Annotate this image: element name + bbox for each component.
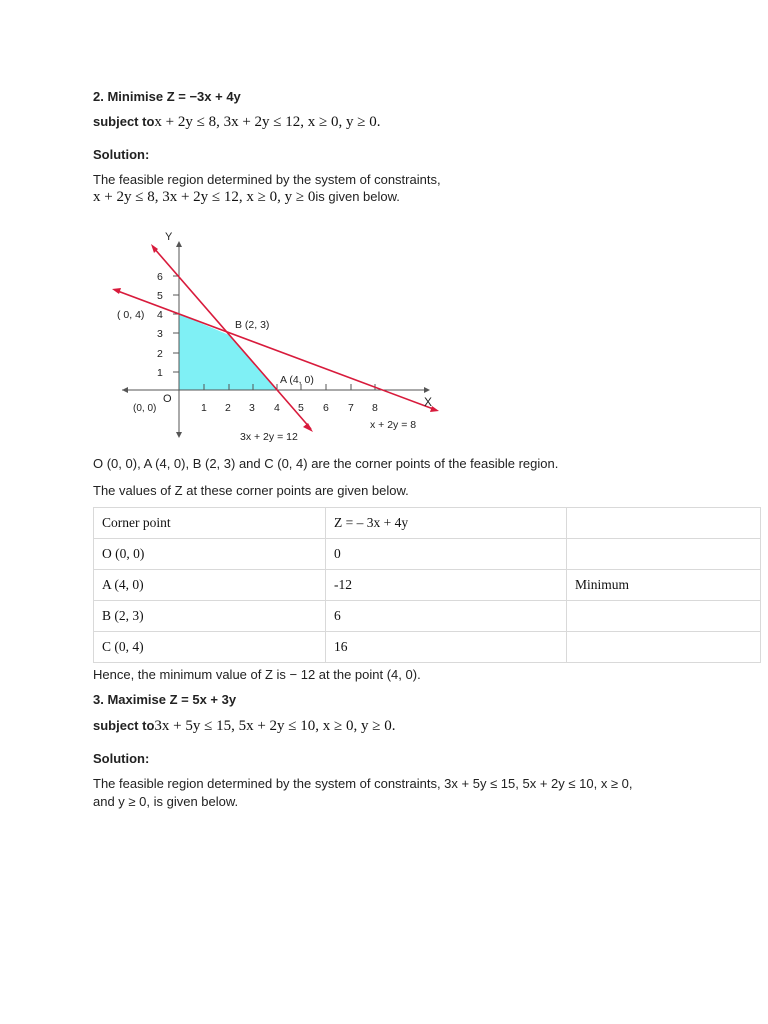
table-row bbox=[94, 601, 761, 632]
y-tick-5: 5 bbox=[157, 290, 163, 302]
table-header-row bbox=[94, 508, 761, 539]
table-cell: O (0, 0) bbox=[94, 539, 326, 570]
origin-coord-label: (0, 0) bbox=[133, 403, 157, 414]
x-tick-8: 8 bbox=[372, 402, 378, 414]
y-tick-6: 6 bbox=[157, 271, 163, 283]
header-z-expression: Z = – 3x + 4y bbox=[326, 508, 567, 539]
problem-2-constraints: x + 2y ≤ 8, 3x + 2y ≤ 12, x ≥ 0, y ≥ 0 bbox=[154, 114, 377, 130]
x-tick-7: 7 bbox=[348, 402, 354, 414]
y-tick-marks bbox=[173, 276, 179, 372]
table-cell bbox=[567, 539, 761, 570]
solution-intro: The feasible region determined by the system of constraints, bbox=[93, 172, 441, 187]
table-cell: C (0, 4) bbox=[94, 632, 326, 663]
constraints-period: . bbox=[376, 114, 381, 130]
point-b-label: B (2, 3) bbox=[235, 319, 270, 331]
corner-points-text: O (0, 0), A (4, 0), B (2, 3) and C (0, 4) are the corner points of the feasible region. bbox=[93, 456, 559, 471]
origin-label: O bbox=[163, 393, 172, 405]
point-c-label: ( 0, 4) bbox=[117, 309, 145, 321]
table-cell: -12 bbox=[326, 570, 567, 601]
table-cell bbox=[567, 601, 761, 632]
conclusion-text: Hence, the minimum value of Z is − 12 at the point (4, 0). bbox=[93, 667, 421, 682]
line-x-2y-8-left-arrow bbox=[112, 288, 121, 294]
x-axis-label: X bbox=[424, 395, 433, 409]
table-cell: 0 bbox=[326, 539, 567, 570]
y-axis-bottom-arrow bbox=[176, 432, 182, 438]
x-tick-2: 2 bbox=[225, 402, 231, 414]
x-tick-5: 5 bbox=[298, 402, 304, 414]
solution-label: Solution: bbox=[93, 751, 150, 766]
table-cell: A (4, 0) bbox=[94, 570, 326, 601]
table-cell: B (2, 3) bbox=[94, 601, 326, 632]
table-cell: Minimum bbox=[567, 570, 761, 601]
table-row bbox=[94, 539, 761, 570]
point-a-label: A (4, 0) bbox=[280, 374, 314, 386]
y-tick-3: 3 bbox=[157, 328, 163, 340]
y-tick-1: 1 bbox=[157, 367, 163, 379]
subject-to-label: subject to bbox=[93, 114, 155, 129]
values-text: The values of Z at these corner points are given below. bbox=[93, 483, 409, 498]
table-row bbox=[94, 570, 761, 601]
constraints-period: . bbox=[391, 718, 396, 734]
problem-3-title: 3. Maximise Z = 5x + 3y bbox=[93, 692, 237, 707]
line-3x-2y-12-bottom-arrow bbox=[303, 423, 313, 432]
y-axis-label: Y bbox=[165, 231, 173, 243]
problem-3-constraints: 3x + 5y ≤ 15, 5x + 2y ≤ 10, x ≥ 0, y ≥ 0 bbox=[154, 718, 392, 734]
subject-to-label: subject to bbox=[93, 718, 155, 733]
problem-3-intro-line-2: and y ≥ 0, is given below. bbox=[93, 794, 239, 809]
line-3x-2y-12 bbox=[153, 247, 311, 429]
problem-3-intro-line-1: The feasible region determined by the system of constraints, 3x + 5y ≤ 15, 5x + 2y ≤ 10, x ≥ 0, bbox=[93, 776, 633, 791]
y-tick-2: 2 bbox=[157, 348, 163, 360]
x-tick-1: 1 bbox=[201, 402, 207, 414]
solution-label: Solution: bbox=[93, 147, 150, 162]
y-axis-top-arrow bbox=[176, 241, 182, 247]
table-row bbox=[94, 632, 761, 663]
constraints-inline: x + 2y ≤ 8, 3x + 2y ≤ 12, x ≥ 0, y ≥ 0 bbox=[93, 189, 316, 205]
table-cell: 16 bbox=[326, 632, 567, 663]
x-axis-right-arrow bbox=[424, 387, 430, 393]
header-empty bbox=[567, 508, 761, 539]
z-values-table bbox=[93, 507, 761, 663]
header-corner-point: Corner point bbox=[94, 508, 326, 539]
table-cell bbox=[567, 632, 761, 663]
line-x-2y-8-label: x + 2y = 8 bbox=[370, 419, 417, 431]
x-tick-4: 4 bbox=[274, 402, 280, 414]
x-tick-6: 6 bbox=[323, 402, 329, 414]
y-tick-4: 4 bbox=[157, 309, 163, 321]
line-x-2y-8 bbox=[115, 290, 436, 410]
feasible-region-graph bbox=[0, 0, 768, 460]
intro-end: is given below. bbox=[315, 189, 400, 204]
problem-3-subject-line bbox=[93, 718, 396, 735]
table-cell: 6 bbox=[326, 601, 567, 632]
problem-2-title: 2. Minimise Z = −3x + 4y bbox=[93, 89, 241, 104]
line-3x-2y-12-label: 3x + 2y = 12 bbox=[240, 431, 298, 443]
x-axis-left-arrow bbox=[122, 387, 128, 393]
x-tick-3: 3 bbox=[249, 402, 255, 414]
